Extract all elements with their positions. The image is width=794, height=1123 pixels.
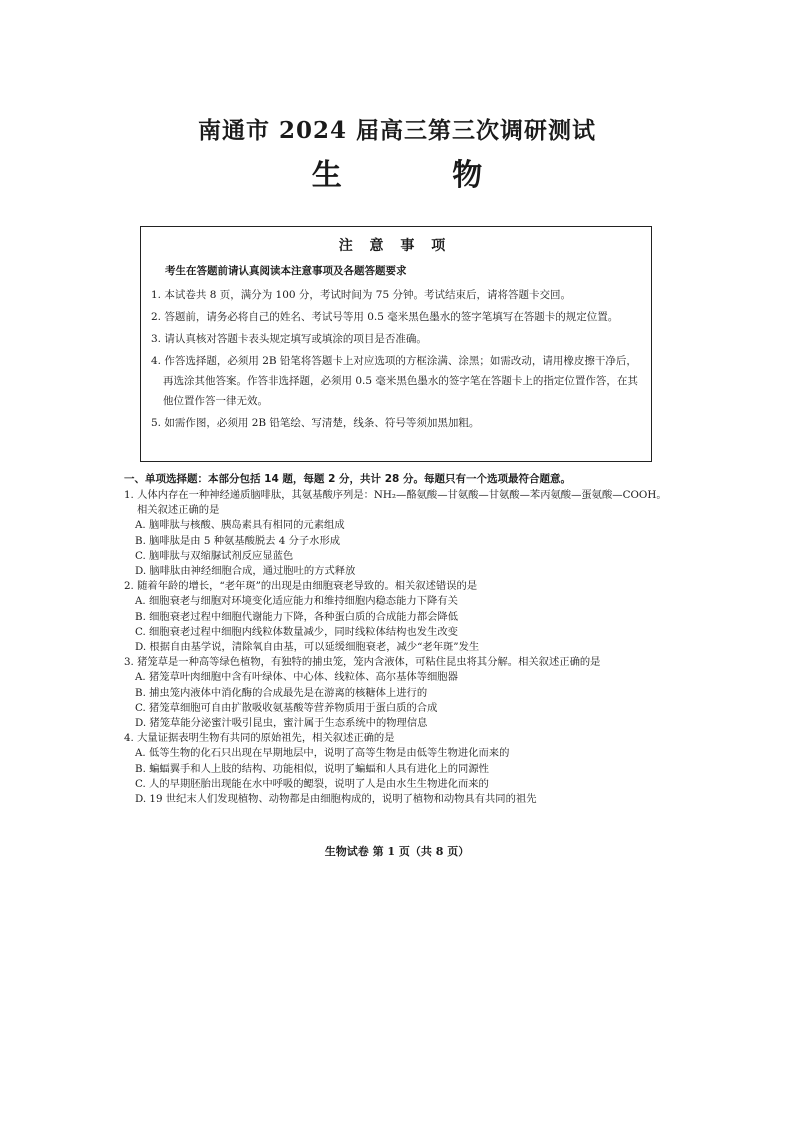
option-c: C. 细胞衰老过程中细胞内线粒体数量减少，同时线粒体结构也发生改变 (135, 625, 458, 638)
option-d: D. 猪笼草能分泌蜜汁吸引昆虫，蜜汁属于生态系统中的物理信息 (135, 717, 428, 730)
notice-item: 2. 答题前，请务必将自己的姓名、考试号等用 0.5 毫米黑色墨水的签字笔填写在答题卡的规定位置。 (151, 311, 619, 323)
notice-item: 5. 如需作图，必须用 2B 铅笔绘、写清楚，线条、符号等须加黑加粗。 (151, 417, 480, 429)
option-b: B. 蝙蝠翼手和人上肢的结构、功能相似，说明了蝙蝠和人具有进化上的同源性 (135, 762, 489, 775)
option-d: D. 根据自由基学说，清除氧自由基，可以延缓细胞衰老，减少“老年斑”发生 (135, 641, 480, 654)
option-b: B. 捕虫笼内液体中消化酶的合成最先是在游离的核糖体上进行的 (135, 686, 428, 699)
option-b: B. 细胞衰老过程中细胞代谢能力下降，各种蛋白质的合成能力都会降低 (135, 610, 459, 623)
option-a: A. 细胞衰老与细胞对环境变化适应能力和维持细胞内稳态能力下降有关 (135, 595, 458, 608)
option-b: B. 脑啡肽是由 5 种氨基酸脱去 4 分子水形成 (135, 534, 341, 547)
notice-item: 4. 作答选择题，必须用 2B 铅笔将答题卡上对应选项的方框涂满、涂黑；如需改动，请用橡皮擦干净后，再选涂其他答案。作答非选择题，必须用 0.5 毫米黑色墨水的签字笔在答题卡上的指定位置作答，在其他位置作答一律无效。 (151, 355, 638, 407)
question-3 (124, 655, 672, 731)
page-footer: 生物试卷 第 1 页（共 8 页） (324, 845, 470, 858)
option-a: A. 猪笼草叶肉细胞中含有叶绿体、中心体、线粒体、高尔基体等细胞器 (135, 671, 458, 684)
question-stem: 2. 随着年龄的增长，“老年斑”的出现是由细胞衰老导致的。相关叙述错误的是 (124, 580, 478, 593)
notice-lead: 考生在答题前请认真阅读本注意事项及各题答题要求 (165, 265, 407, 277)
option-d: D. 19 世纪末人们发现植物、动物都是由细胞构成的，说明了植物和动物具有共同的祖先 (135, 793, 537, 806)
question-stem: 3. 猪笼草是一种高等绿色植物，有独特的捕虫笼，笼内含液体，可粘住昆虫将其分解。相关叙述正确的是 (124, 656, 601, 669)
notice-title: 注 意 事 项 (338, 238, 452, 254)
notice-box (140, 226, 652, 462)
section-heading: 一、单项选择题：本部分包括 14 题，每题 2 分，共计 28 分。每题只有一个选项最符合题意。 (124, 473, 571, 485)
question-1 (124, 488, 672, 579)
exam-title: 南通市 2024 届高三第三次调研测试 (197, 117, 597, 144)
option-a: A. 低等生物的化石只出现在早期地层中，说明了高等生物是由低等生物进化而来的 (135, 747, 510, 760)
option-a: A. 脑啡肽与核酸、胰岛素具有相同的元素组成 (135, 519, 345, 532)
question-4 (124, 731, 672, 807)
option-c: C. 猪笼草细胞可自由扩散吸收氨基酸等营养物质用于蛋白质的合成 (135, 701, 438, 714)
question-stem: 1. 人体内存在一种神经递质脑啡肽，其氨基酸序列是：NH₂—酪氨酸—甘氨酸—甘氨酸—苯丙氨酸—蛋氨酸—COOH。相关叙述正确的是 (124, 489, 667, 517)
question-list (124, 488, 672, 807)
question-2 (124, 579, 672, 655)
option-c: C. 脑啡肽与双缩脲试剂反应显蓝色 (135, 549, 294, 562)
question-stem: 4. 大量证据表明生物有共同的原始祖先，相关叙述正确的是 (124, 732, 395, 745)
subject-title: 生 物 (311, 158, 533, 193)
notice-item: 1. 本试卷共 8 页，满分为 100 分，考试时间为 75 分钟。考试结束后，请将答题卡交回。 (151, 289, 571, 301)
notice-item: 3. 请认真核对答题卡表头规定填写或填涂的项目是否准确。 (151, 333, 427, 345)
option-d: D. 脑啡肽由神经细胞合成，通过胞吐的方式释放 (135, 565, 356, 578)
option-c: C. 人的早期胚胎出现能在水中呼吸的鳃裂，说明了人是由水生生物进化而来的 (135, 777, 489, 790)
